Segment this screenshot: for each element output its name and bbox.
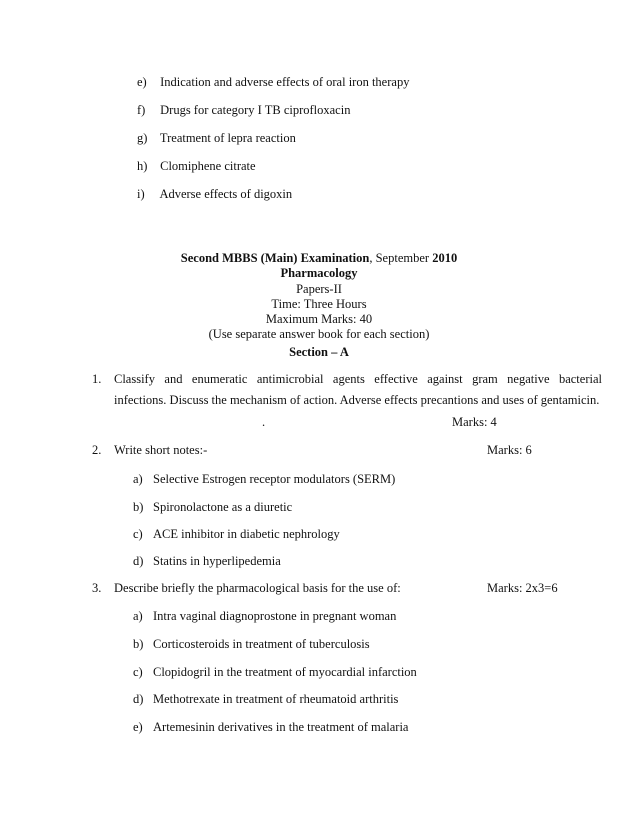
question-marks: Marks: 4 <box>452 415 497 429</box>
text: Pharmacology <box>280 266 358 280</box>
list-item <box>133 472 395 487</box>
question-text: Write short notes:- <box>114 443 208 457</box>
question-text-line: infections. Discuss the mechanism of action. Adverse effects precantions and uses of gentamicin. <box>114 393 600 407</box>
question-number: 2. <box>92 443 102 457</box>
max-marks-line: Maximum Marks: 40 <box>265 312 373 326</box>
item-label: b) <box>133 637 144 651</box>
list-item <box>137 131 296 146</box>
text: Spironolactone as a diuretic <box>153 500 293 514</box>
text: Artemesinin derivatives in the treatment of malaria <box>153 720 409 734</box>
exam-title <box>0 251 638 266</box>
text: Selective Estrogen receptor modulators (SERM) <box>153 472 396 486</box>
text: Intra vaginal diagnoprostone in pregnant woman <box>153 609 397 623</box>
item-label: a) <box>133 609 143 623</box>
list-item <box>133 554 281 569</box>
time-line: Time: Three Hours <box>271 297 367 311</box>
item-label: b) <box>133 500 144 514</box>
question-number: 1. <box>92 372 102 386</box>
list-item <box>133 500 292 515</box>
exam-name: Second MBBS (Main) Examination <box>180 251 370 265</box>
item-label: e) <box>137 75 147 89</box>
exam-month: , September <box>369 251 433 265</box>
stray-dot: . <box>262 415 266 429</box>
item-text: Clomiphene citrate <box>160 159 256 173</box>
list-item <box>133 609 396 624</box>
item-label: a) <box>133 472 143 486</box>
list-item <box>133 527 340 542</box>
text: Statins in hyperlipedemia <box>153 554 281 568</box>
question-marks: Marks: 6 <box>487 443 532 457</box>
question-text: Describe briefly the pharmacological basis for the use of: <box>114 581 401 595</box>
section-title <box>0 345 638 360</box>
list-item <box>133 637 370 652</box>
list-item <box>137 103 350 118</box>
item-label: f) <box>137 103 146 117</box>
item-label: d) <box>133 554 144 568</box>
text: Clopidogril in the treatment of myocardial infarction <box>153 665 417 679</box>
list-item <box>137 75 409 90</box>
list-item <box>133 692 398 707</box>
text: ACE inhibitor in diabetic nephrology <box>153 527 340 541</box>
item-text: Treatment of lepra reaction <box>159 131 296 145</box>
item-text: Indication and adverse effects of oral iron therapy <box>160 75 410 89</box>
question-number: 3. <box>92 581 102 595</box>
list-item <box>137 159 256 174</box>
instruction-note: (Use separate answer book for each section) <box>208 327 430 341</box>
list-item <box>133 720 408 735</box>
item-label: c) <box>133 527 143 541</box>
item-text: Drugs for category I TB ciprofloxacin <box>160 103 351 117</box>
item-text: Adverse effects of digoxin <box>159 187 293 201</box>
item-label: d) <box>133 692 144 706</box>
item-label: c) <box>133 665 143 679</box>
list-item <box>137 187 292 202</box>
item-label: e) <box>133 720 143 734</box>
text: Methotrexate in treatment of rheumatoid arthritis <box>153 692 399 706</box>
question-text-line: Classify and enumeratic antimicrobial agents effective against gram negative bacterial <box>114 372 602 386</box>
exam-year: 2010 <box>432 251 458 265</box>
item-label: h) <box>137 159 148 173</box>
text: Corticosteroids in treatment of tuberculosis <box>153 637 370 651</box>
list-item <box>133 665 417 680</box>
question-marks: Marks: 2x3=6 <box>487 581 558 595</box>
item-label: g) <box>137 131 148 145</box>
subject-title <box>0 266 638 281</box>
paper-line: Papers-II <box>296 282 342 296</box>
item-label: i) <box>137 187 145 201</box>
text: Section – A <box>289 345 349 359</box>
